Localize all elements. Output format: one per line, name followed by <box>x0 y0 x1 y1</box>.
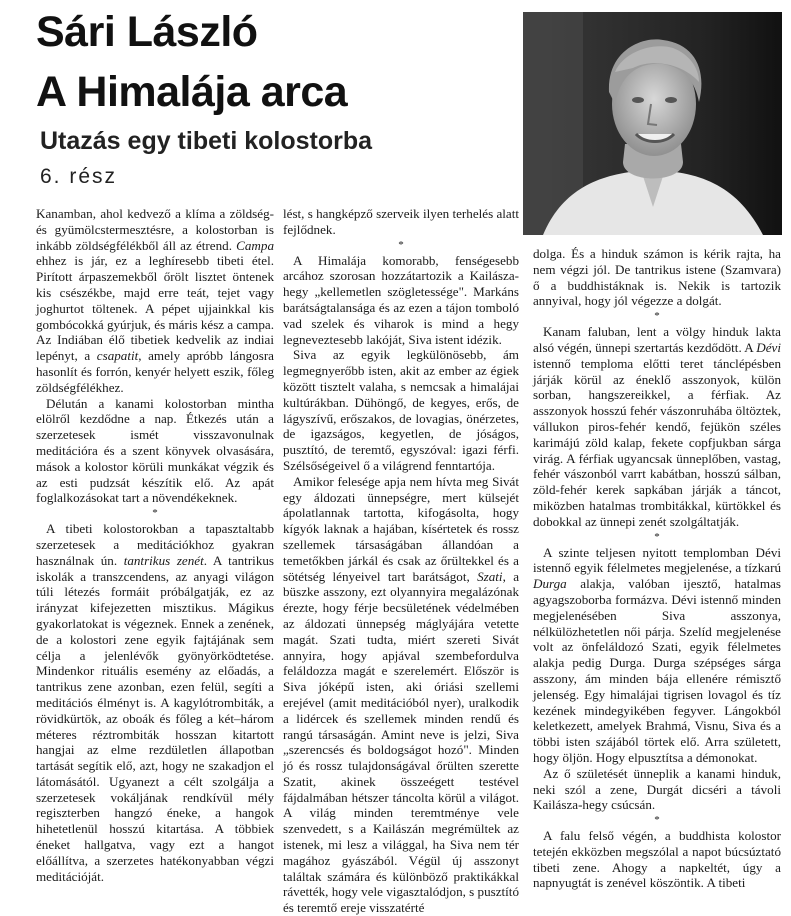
section-separator: * <box>654 310 660 323</box>
section-separator: * <box>654 530 660 543</box>
text-column-2 <box>283 206 520 916</box>
paragraph: A tibeti kolostorokban a tapasztaltabb szerzetesek a meditációkhoz gyakran használnak ún. tantrikus zenét. A tantrikus iskolák a transzcendens, az anyagi világon túli létezés formáit próbálgatják, ez az irányzat kifejezetten misztikus. Mágikus gyakorlatokat is végeznek. Ennek a zenének, de a kolostori zene egyik fajtájának sem célja a jelenlévők gyönyörködtetése. Mindenkor rituális esemény az előadás, a tantrikus zene azonban, ezen felül, segíti a meditációs élményt is. A kagylótrombiták, a rövidkürtök, az oboák és főleg a két–három méteres réztrombiták hosszan kitartott hangjai az elme rezdületlen állapotban tartását segítik elő, azt, hogy ne szakadjon el látomásától. Ugyanezt a célt szolgálja a szerzetesek vokáljának rendkívül mély regiszterben hangzó éneke, a hangok hihetetlenül hosszú kitartása. A többiek éneket hallgatva, vagy ezt a hangot előállítva, a szerzetes hatékonyabban végzi meditációját. <box>36 521 275 884</box>
paragraph: lést, s hangképző szerveik ilyen terhelés alatt fejlődnek. <box>283 206 519 237</box>
author-name: Sári László <box>36 8 258 56</box>
text-column-3 <box>533 246 781 891</box>
author-portrait-photo <box>523 12 782 235</box>
section-separator: * <box>398 238 404 251</box>
paragraph: Amikor felesége apja nem hívta meg Sivát egy áldozati ünnepségre, mert külsejét ápolatlannak tartotta, kifogásolta, hogy kígyók laknak a hajában, kísértetek és rossz szellemek társaságában állandóan a temetőkben járkál és csak az őrültekkel és a sötétség lényeivel tart barátságot, Szati, a büszke asszony, ezt olyannyira megalázónak érezte, hogy férje becsületének védelmében az áldozati ünnepség máglyájára vetette magát. Szati tudta, miért szereti Sivát annyira, hogy apjával szembefordulva feláldozza magát e szerelemért. Először is Siva jóképű isten, aki óriási szellemi erejével (amit meditációból nyer), uralkodik a lidércek és szellemek minden rendű és rangú társaságán. Amint neve is jelzi, Siva „szerencsés és boldogságot hozó". Minden jó és rossz tulajdonságával őrülten szerette Szatit, akinek összeégett testével fájdalmában hétszer táncolta körül a világot. A világ minden teremtménye vele szenvedett, s a Kailászán megrémültek az istenek, mi lesz a világgal, ha Siva nem tér magához gyászából. Végül új asszonyt találtak számára és különböző praktikákkal rávették, hogy vele vigasztalódjon, s pusztító és teremtő ereje visszatérté <box>283 473 520 916</box>
paragraph: A falu felső végén, a buddhista kolostor tetején ekközben megszólal a napot búcsúztató tibeti zene. Ahogy a napkeltét, úgy a napnyugtát is zenével köszöntik. A tibeti <box>533 828 781 891</box>
section-separator: * <box>654 814 660 827</box>
paragraph: Délután a kanami kolostorban mintha elölről kezdődne a nap. Étkezés után a szerzetesek ismét visszavonulnak meditációra és a szent könyvek olvasására, mások a kolostor körüli munkákat végzik és az esti pudzsát készítik elő. Az apát foglalkozásokat tart a növendékeknek. <box>36 395 274 506</box>
paragraph: Az ő születését ünneplik a kanami hinduk, neki szól a zene, Durgát dicséri a távoli Kailásza-hegy csúcsán. <box>533 765 781 813</box>
paragraph: Siva az egyik legkülönösebb, ám legmegnyerőbb isten, akit az ember az égiek között tisztelt valaha, s nemcsak a himalájai kultúrákban. Dühöngő, de kegyes, erős, de lágyszívű, erőszakos, de lovagias, önérzetes, de igazságos, kegyetlen, de jóságos, pusztító, de teremtő, egyszóval: igazi férfi. Szélsőségeivel ő a világrend fenntartója. <box>283 347 519 473</box>
section-separator: * <box>152 507 158 520</box>
paragraph: A szinte teljesen nyitott templomban Dévi istennő egyik félelmetes megjelenése, a tízkarú Durga alakja, valóban ijesztő, hatalmas agyagszoborba formázva. Dévi istennő minden megjelenésében Siva asszonya, nélkülözhetetlen női párja. Szelíd megjelenése volt az önfeláldozó Szati, egyik félelmetes alakja pedig Durga. Durga szépséges sárga asszony, ám minden bája ellenére rémisztő jelenség. Egy himalájai tigrisen lovagol és tíz kezének mindegyikében fegyver. Lángokból keletkezett, amelyek Brahmá, Visnu, Siva és a többi isten szájából törtek elő. Arra született, hogy öljön. Hogy elpusztítsa a démonokat. <box>533 544 781 765</box>
portrait-image <box>523 12 782 235</box>
paragraph: Kanam faluban, lent a völgy hinduk lakta alsó végén, ünnepi szertartás kezdődött. A Dévi istennő temploma előtti teret tánclépésben járják körül az éneklő asszonyok, külön sorban, hangszereikkel, a férfiak. Az asszonyok hosszú fehér vászonruhába öltöztek, vállukon piros-fehér kendő, fejükön széles karimájú zöld kalap, fekete copfjukban sárga virág. A férfiak ugyancsak ünneplőben, vastag, fehér vászonból varrt kabátban, hosszú sálban, zöld-fehér kerek sapkában járják a táncot, miközben hatalmas trombitákkal, kürtökkel és dobokkal az ünnepi zenét szolgáltatják. <box>533 324 781 529</box>
text-column-1 <box>36 206 275 884</box>
paragraph: A Himalája komorabb, fenségesebb arcához szorosan hozzátartozik a Kailásza-hegy „kellemetlen szögletessége". Markáns barátságtalansága és az ezen a tájon tomboló vad szelek és viharok is mind a hegy legneveztesebb lakóját, Siva istent idézik. <box>283 252 519 347</box>
paragraph: dolga. És a hinduk számon is kérik rajta, ha nem végzi jól. De tantrikus istene (Szamvara) ő a buddhistáknak is. Nekik is tartozik annyival, hogy jól végezze a dolgát. <box>533 246 781 309</box>
article-subtitle: Utazás egy tibeti kolostorba <box>40 127 373 155</box>
part-number: 6. rész <box>40 165 118 188</box>
article-title: A Himalája arca <box>36 68 348 116</box>
paragraph: Kanamban, ahol kedvező a klíma a zöldség- és gyümölcstermesztésre, a kolostorban is inkább zöldségfélékből áll az étrend. Campa ehhez is jár, ez a leghíresebb tibeti étel. Pirított árpaszemekből őrölt lisztet öntenek kis csészékbe, majd erre teát, tejet vagy joghurtot töltenek. A pépet ujjainkkal kis gombócokká gyúrjuk, és máris kész a campa. Az Indiában élő tibetiek kedvelik az indiai lepényt, a csapatit, amely apróbb lángosra hasonlít és forrón, kenyér helyett eszik, főleg zöldségfélékhez. <box>36 206 274 395</box>
